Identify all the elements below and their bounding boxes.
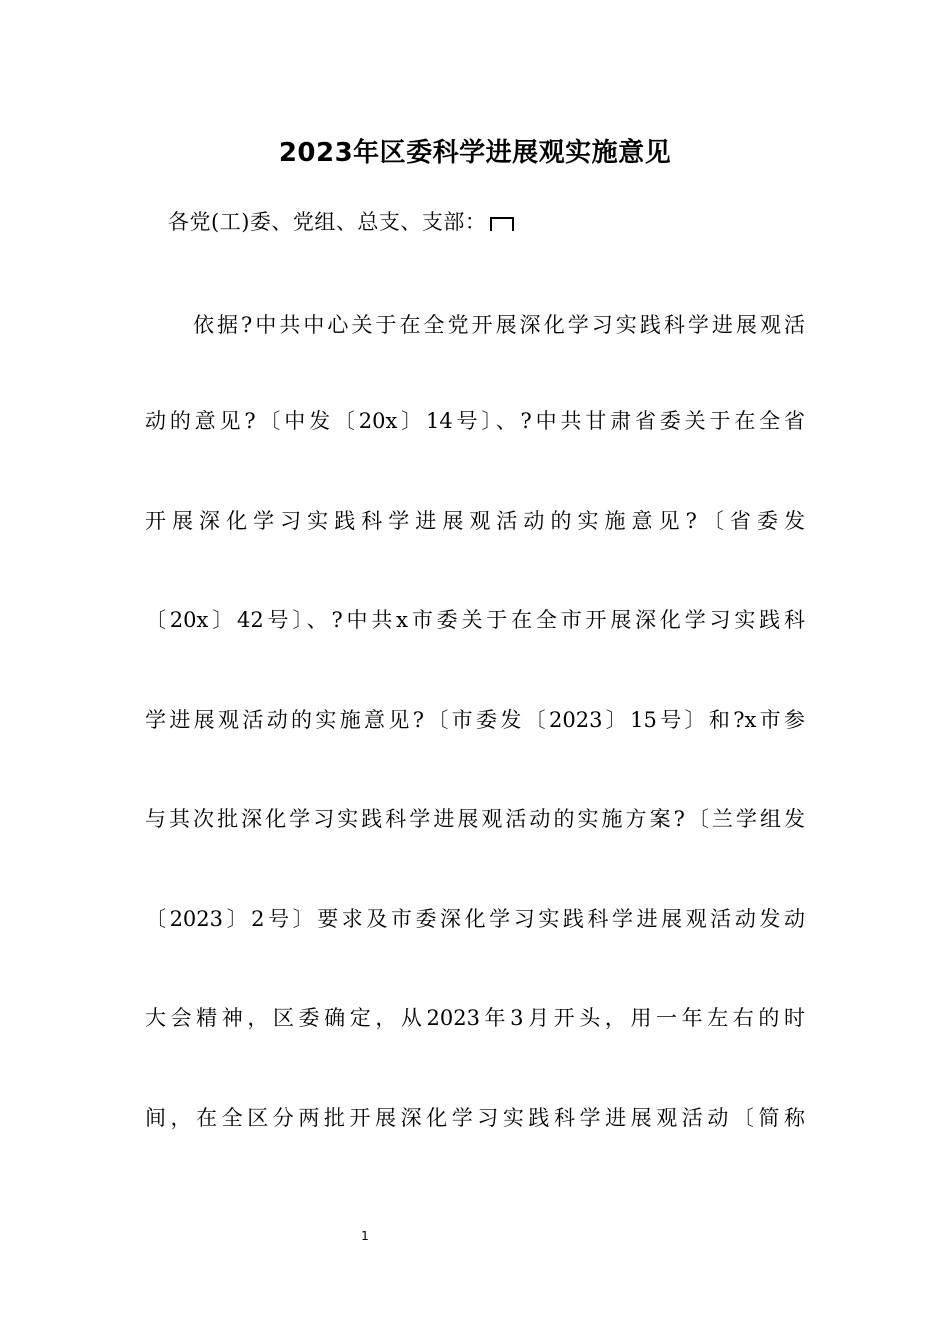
body-line-9: 间，在全区分两批开展深化学习实践科学进展观活动〔简称 — [145, 1106, 805, 1130]
body-line-5: 学进展观活动的实施意见?〔市委发〔2023〕15号〕和?x市参 — [145, 708, 805, 732]
body-line-1: 依据?中共中心关于在全党开展深化学习实践科学进展观活 — [193, 313, 805, 337]
salutation — [168, 206, 514, 238]
body-line-8: 大会精神，区委确定，从2023年3月开头，用一年左右的时 — [145, 1006, 805, 1030]
document-title: 2023年区委科学进展观实施意见 — [278, 138, 672, 168]
salutation-text: 各党(工)委、党组、总支、支部： — [168, 210, 487, 234]
body-line-7: 〔2023〕2号〕要求及市委深化学习实践科学进展观活动发动 — [145, 907, 805, 931]
page-number: 1 — [361, 1229, 369, 1243]
body-line-6: 与其次批深化学习实践科学进展观活动的实施方案?〔兰学组发 — [145, 807, 805, 831]
text-cursor-mark — [490, 217, 514, 231]
body-line-4: 〔20x〕42号〕、?中共x市委关于在全市开展深化学习实践科 — [145, 608, 805, 632]
body-line-3: 开展深化学习实践科学进展观活动的实施意见?〔省委发 — [145, 509, 805, 533]
body-line-2: 动的意见?〔中发〔20x〕14号〕、?中共甘肃省委关于在全省 — [145, 409, 805, 433]
